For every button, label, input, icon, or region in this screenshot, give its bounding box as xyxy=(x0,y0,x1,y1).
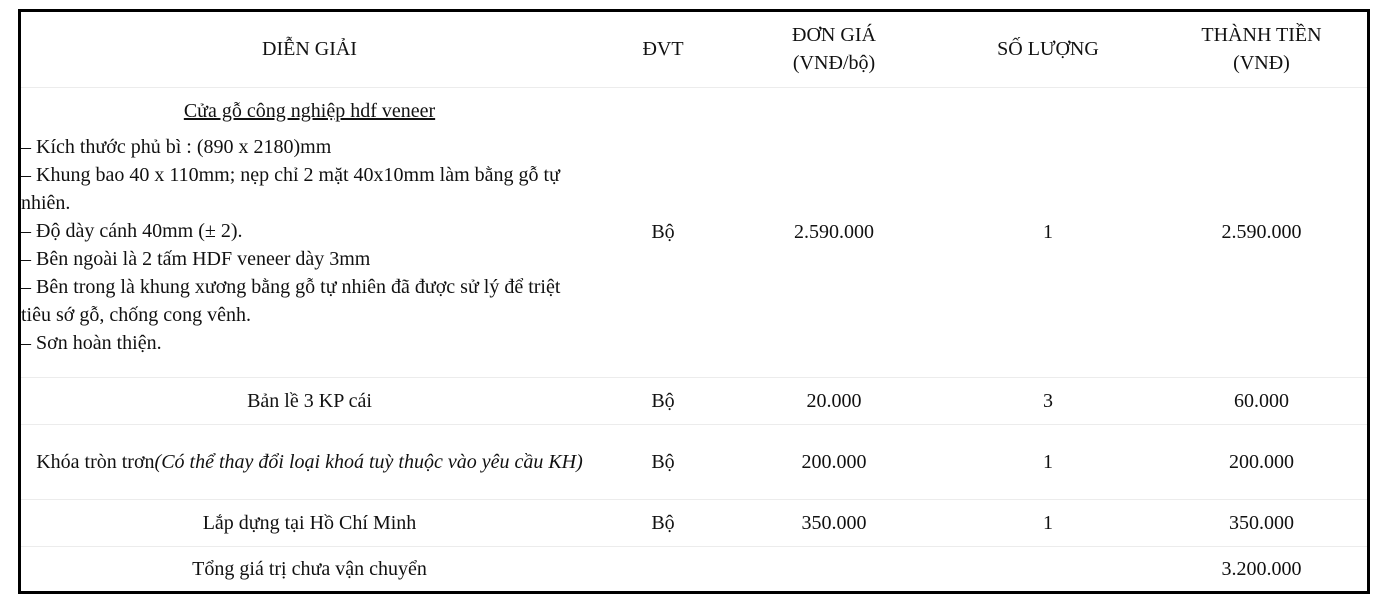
lock-total: 200.000 xyxy=(1156,424,1367,499)
summary-label: Tổng giá trị chưa vận chuyển xyxy=(192,557,427,580)
table-row-door xyxy=(21,87,1367,377)
door-title: Cửa gỗ công nghiệp hdf veneer xyxy=(183,99,436,122)
hinge-quantity: 3 xyxy=(940,377,1156,424)
quote-table-frame xyxy=(18,9,1370,594)
door-spec-inner: – Bên trong là khung xương bằng gỗ tự nhiên đã được sử lý để triệt tiêu sớ gỗ, chống cong vênh. xyxy=(21,275,561,326)
hinge-unit: Bộ xyxy=(598,377,728,424)
install-quantity: 1 xyxy=(940,499,1156,546)
header-unit-price xyxy=(728,12,940,87)
summary-empty-unit xyxy=(598,546,728,591)
install-total: 350.000 xyxy=(1156,499,1367,546)
door-spec-frame: – Khung bao 40 x 110mm; nẹp chỉ 2 mặt 40x10mm làm bằng gỗ tự nhiên. xyxy=(21,163,560,214)
hinge-unit-price: 20.000 xyxy=(728,377,940,424)
door-spec-outer: – Bên ngoài là 2 tấm HDF veneer dày 3mm xyxy=(21,247,371,270)
door-spec-size: – Kích thước phủ bì : (890 x 2180)mm xyxy=(21,135,332,158)
header-total xyxy=(1156,12,1367,87)
table-row-lock xyxy=(21,424,1367,499)
hinge-description: Bản lề 3 KP cái xyxy=(21,377,598,424)
table-row-hinge xyxy=(21,377,1367,424)
header-unit-price-line1: ĐƠN GIÁ xyxy=(792,24,876,47)
door-spec-thickness: – Độ dày cánh 40mm (± 2). xyxy=(21,219,243,242)
lock-note: (Có thể thay đổi loại khoá tuỳ thuộc vào yêu cầu KH) xyxy=(154,450,583,473)
lock-description-cell xyxy=(21,424,598,499)
door-spec-finish: – Sơn hoàn thiện. xyxy=(21,331,162,354)
price-quote-table xyxy=(21,12,1367,591)
summary-empty-price xyxy=(728,546,940,591)
door-quantity: 1 xyxy=(940,87,1156,377)
install-description: Lắp dựng tại Hồ Chí Minh xyxy=(21,499,598,546)
header-total-line1: THÀNH TIỀN xyxy=(1201,24,1322,47)
header-quantity: SỐ LƯỢNG xyxy=(940,12,1156,87)
table-row-summary xyxy=(21,546,1367,591)
install-unit: Bộ xyxy=(598,499,728,546)
install-unit-price: 350.000 xyxy=(728,499,940,546)
hinge-total: 60.000 xyxy=(1156,377,1367,424)
header-unit-price-line2: (VNĐ/bộ) xyxy=(792,52,876,75)
header-unit: ĐVT xyxy=(598,12,728,87)
header-description: DIỄN GIẢI xyxy=(21,12,598,87)
lock-unit-price: 200.000 xyxy=(728,424,940,499)
table-row-install xyxy=(21,499,1367,546)
door-description-cell xyxy=(21,87,598,377)
lock-description: Khóa tròn trơn xyxy=(36,450,155,473)
door-total: 2.590.000 xyxy=(1156,87,1367,377)
door-unit: Bộ xyxy=(598,87,728,377)
header-total-line2: (VNĐ) xyxy=(1233,52,1290,75)
door-unit-price: 2.590.000 xyxy=(728,87,940,377)
lock-quantity: 1 xyxy=(940,424,1156,499)
lock-unit: Bộ xyxy=(598,424,728,499)
summary-total: 3.200.000 xyxy=(1221,557,1302,580)
header-row xyxy=(21,12,1367,87)
summary-empty-quantity xyxy=(940,546,1156,591)
